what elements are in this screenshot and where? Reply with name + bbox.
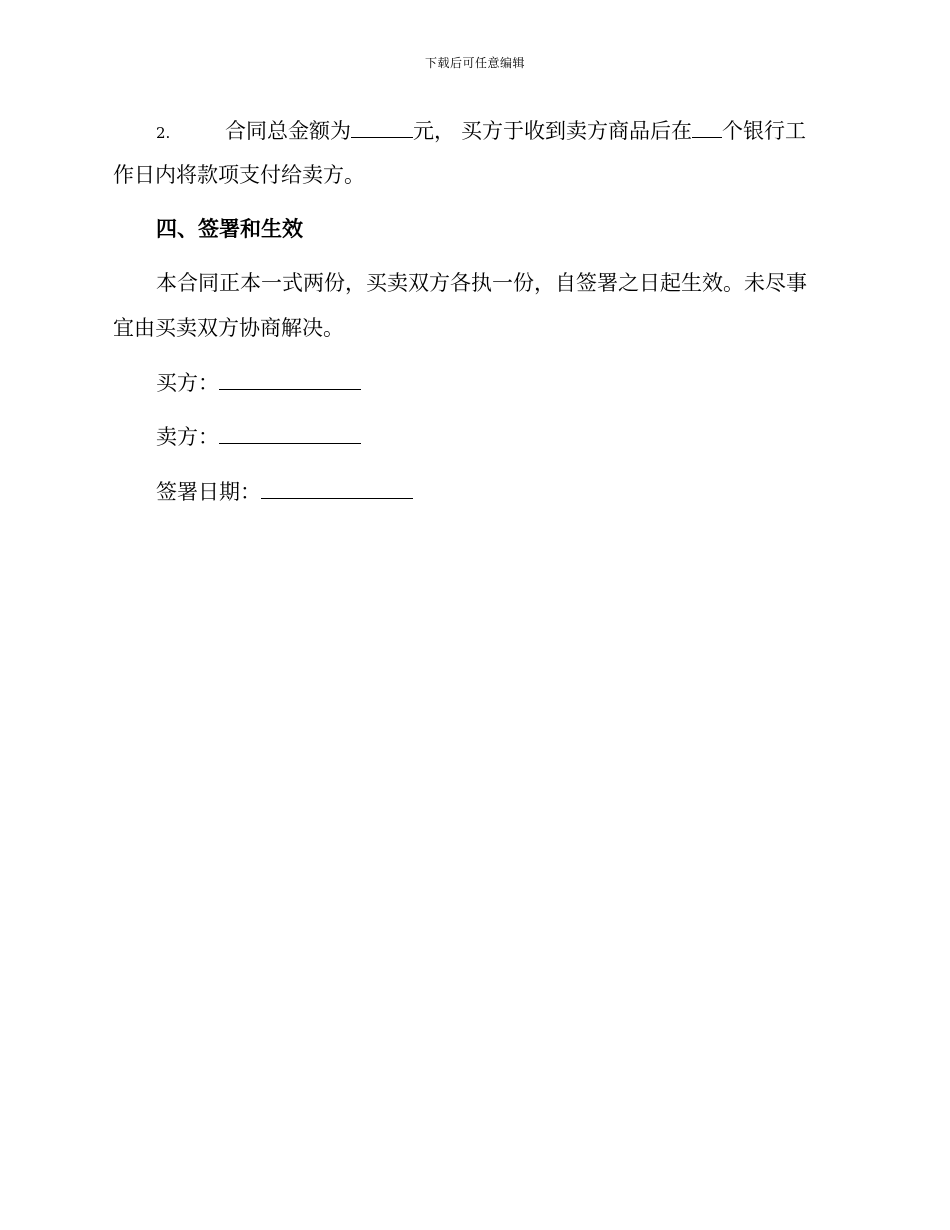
signing-date-line: [156, 478, 413, 505]
buyer-signature-line: [156, 369, 361, 396]
date-label: 签署日期：: [156, 480, 261, 504]
amount-blank: [351, 117, 413, 138]
clause-text-amount: 合同总金额为: [225, 119, 351, 143]
section-paragraph-line-2: 宜由买卖双方协商解决。: [113, 316, 344, 340]
clause-text-buyer: 买方于收到卖方商品后在: [461, 119, 692, 143]
buyer-label: 买方：: [156, 371, 219, 395]
clause-number: 2.: [156, 124, 171, 142]
header-note: 下载后可任意编辑: [424, 56, 525, 70]
section-paragraph-line-1: 本合同正本一式两份，买卖双方各执一份，自签署之日起生效。未尽事: [156, 271, 807, 295]
section-heading: 四、签署和生效: [156, 217, 303, 241]
clause-text-yuan: 元，: [413, 119, 455, 143]
buyer-signature-blank[interactable]: [219, 369, 361, 390]
clause-2-line-2: 作日内将款项支付给卖方。: [113, 163, 365, 187]
clause-text-bank: 个银行工: [722, 119, 806, 143]
seller-signature-line: [156, 423, 361, 450]
seller-label: 卖方：: [156, 425, 219, 449]
seller-signature-blank[interactable]: [219, 423, 361, 444]
days-blank: [692, 117, 722, 138]
signing-date-blank[interactable]: [261, 478, 413, 499]
clause-2-line-1: [156, 117, 806, 146]
